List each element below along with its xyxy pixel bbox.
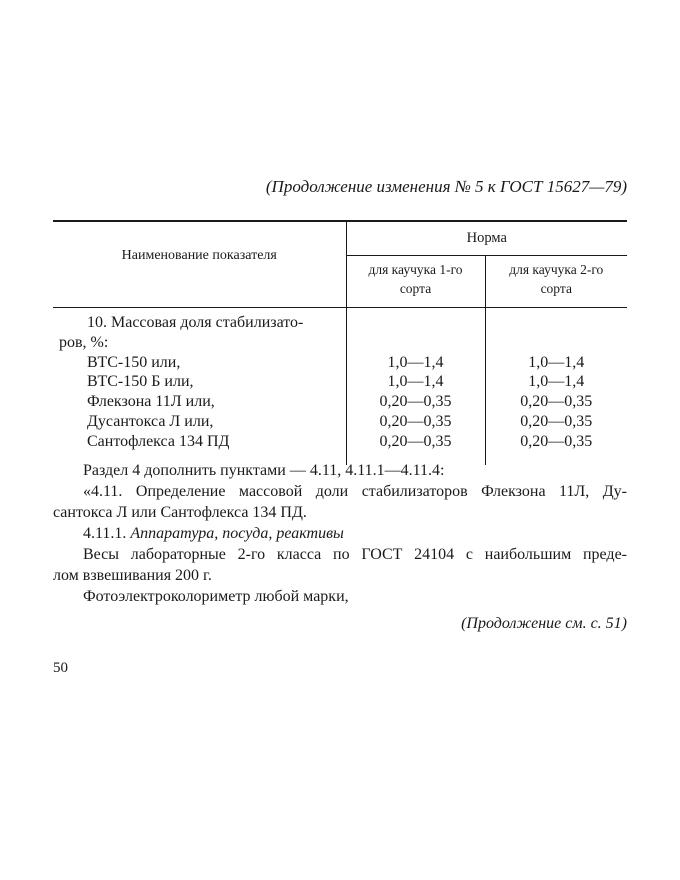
- grade-2-value: 1,0—1,4: [528, 373, 585, 391]
- grade-2-value: 1,0—1,4: [528, 353, 585, 371]
- column-header-grade-2: для каучука 2-го сорта: [485, 256, 627, 308]
- grade-1-value: 1,0—1,4: [387, 353, 444, 371]
- indicator-names-cell: [53, 308, 346, 466]
- continuation-header: (Продолжение изменения № 5 к ГОСТ 15627—79): [265, 177, 627, 196]
- indicator-name: Дусантокса Л или,: [87, 412, 214, 430]
- grade-2-value: 0,20—0,35: [520, 412, 593, 430]
- clause-title: Аппаратура, посуда, реактивы: [130, 525, 344, 542]
- paragraph-4-11-1: [53, 523, 627, 544]
- grade-2-value: 0,20—0,35: [520, 432, 593, 450]
- column-header-norm: Норма: [346, 221, 627, 256]
- paragraph-photocolorimeter: Фотоэлектроколориметр любой марки,: [83, 588, 349, 605]
- continuation-footer: (Продолжение см. с. 51): [461, 615, 627, 632]
- page-number: 50: [53, 660, 68, 676]
- grade-1-value: 0,20—0,35: [379, 432, 452, 450]
- grade-1-values-cell: [346, 308, 485, 466]
- grade-1-value: 0,20—0,35: [379, 412, 452, 430]
- body-text: [53, 460, 627, 607]
- indicator-name: Флекзона 11Л или,: [87, 393, 215, 411]
- grade-2-value: 0,20—0,35: [520, 393, 593, 411]
- grade-2-values-cell: [485, 308, 627, 466]
- paragraph-scales-line-2: лом взвешивания 200 г.: [53, 567, 212, 584]
- indicator-name: Сантофлекса 134 ПД: [87, 432, 230, 450]
- paragraph-4-11-line-2: сантокса Л или Сантофлекса 134 ПД.: [53, 504, 307, 521]
- indicator-name: ВТС-150 Б или,: [87, 373, 194, 391]
- paragraph-scales-line-1: Весы лабораторные 2-го класса по ГОСТ 24104 с наибольшим преде-: [83, 546, 627, 563]
- grade-1-value: 0,20—0,35: [379, 393, 452, 411]
- grade-1-value: 1,0—1,4: [387, 373, 444, 391]
- grade-2-value: [486, 313, 628, 333]
- norm-table: [53, 220, 627, 465]
- paragraph-4-11-line-1: «4.11. Определение массовой доли стабилизаторов Флекзона 11Л, Ду-: [83, 483, 627, 500]
- paragraph-section-4: Раздел 4 дополнить пунктами — 4.11, 4.11.1—4.11.4:: [83, 462, 445, 479]
- indicator-name: ров, %:: [59, 333, 109, 351]
- indicator-name: ВТС-150 или,: [87, 353, 181, 371]
- column-header-name: Наименование показателя: [53, 221, 346, 308]
- grade-1-value: [347, 313, 485, 333]
- column-header-grade-1: для каучука 1-го сорта: [346, 256, 485, 308]
- clause-number: 4.11.1.: [83, 525, 127, 542]
- grade-2-value: [486, 333, 628, 353]
- grade-1-value: [347, 333, 485, 353]
- indicator-name: 10. Массовая доля стабилизато-: [87, 314, 304, 331]
